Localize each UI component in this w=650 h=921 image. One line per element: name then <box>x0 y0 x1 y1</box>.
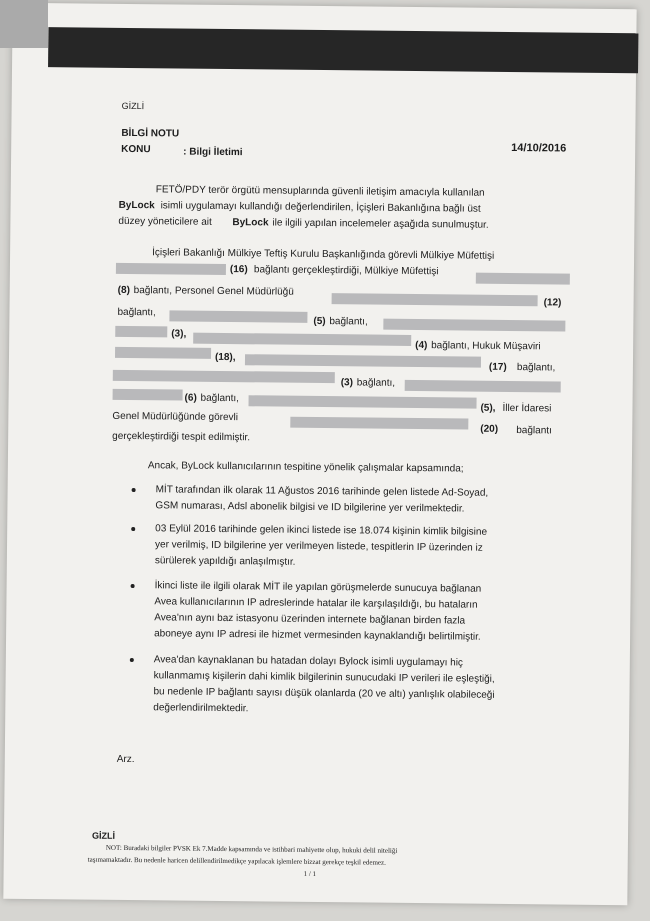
redaction <box>476 273 570 285</box>
bylock-term: ByLock <box>232 217 269 229</box>
footer-note-1: NOT: Buradaki bilgiler PVSK Ek 7.Madde kapsamında ve istihbari mahiyette olup, hukuki delil niteliği <box>105 843 398 855</box>
para3: Ancak, ByLock kullanıcılarının tespitine yönelik çalışmalar kapsamında; <box>147 460 464 475</box>
redaction <box>113 370 335 383</box>
document-date: 14/10/2016 <box>511 141 567 155</box>
para2-text: bağlantı gerçekleştirdiği, Mülkiye Müfettişi <box>253 264 439 278</box>
bullet-dot <box>132 488 136 492</box>
intro-line-2: isimli uygulamayı kullandığı değerlendirilen, İçişleri Bakanlığına bağlı üst <box>160 200 481 215</box>
bylock-term: ByLock <box>118 199 155 212</box>
redaction <box>169 310 307 322</box>
redaction <box>116 263 226 275</box>
intro-line-3b: ile ilgili yapılan incelemeler aşağıda sunulmuştur. <box>272 217 489 231</box>
count: (8) <box>117 284 130 297</box>
count: (20) <box>480 423 499 435</box>
bullet-3-line-4: aboneye aynı IP adresi ile hizmet vermesinden kaynaklandığı belirtilmiştir. <box>154 628 481 643</box>
count: (5) <box>313 315 326 328</box>
count: (3) <box>340 377 354 389</box>
bullet-1-line-1: MİT tarafından ilk olarak 11 Ağustos 2016 tarihinde gelen listede Ad-Soyad, <box>155 484 489 499</box>
redaction <box>115 347 211 359</box>
subject-value: : Bilgi İletimi <box>183 146 243 159</box>
bullet-4-line-1: Avea'dan kaynaklanan bu hatadan dolayı Bylock isimli uygulamayı hiç <box>153 654 464 669</box>
bullet-3-line-3: Avea'nın aynı baz istasyonu üzerinden internete bağlanan birden fazla <box>154 612 466 627</box>
redaction <box>113 389 183 401</box>
count: (18), <box>214 351 236 364</box>
intro-line-1: FETÖ/PDY terör örgütü mensuplarında güvenli iletişim amacıyla kullanılan <box>155 184 485 199</box>
para2-text: bağlantı, <box>200 392 240 405</box>
redaction <box>290 417 468 430</box>
redaction <box>193 333 411 346</box>
bullet-4-line-3: bu nedenle IP bağlantı sayısı düşük olanlarda (20 ve altı) yanlışlık olabileceği <box>153 686 495 701</box>
bullet-3-line-2: Avea kullanıcılarının IP adreslerinde hatalar ile karşılaşıldığı, bu hataların <box>154 596 478 611</box>
bullet-4-line-4: değerlendirilmektedir. <box>153 702 249 715</box>
count: (3), <box>171 328 187 340</box>
redaction <box>405 380 561 393</box>
para2-line-end: gerçekleştirdiği tespit edilmiştir. <box>112 430 251 444</box>
bullet-2-line-1: 03 Eylül 2016 tarihinde gelen ikinci listede ise 18.074 kişinin kimlik bilgisine <box>155 523 488 538</box>
count: (12) <box>543 297 562 309</box>
intro-line-3a: düzey yöneticilere ait <box>118 215 212 228</box>
para2-line-1: İçişleri Bakanlığı Mülkiye Teftiş Kurulu Başkanlığında görevli Mülkiye Müfettişi <box>152 247 495 262</box>
redaction <box>383 319 565 332</box>
classification-header: GİZLİ <box>121 100 145 112</box>
top-redaction-bar <box>48 27 638 73</box>
para2-text: bağlantı, <box>117 306 156 319</box>
redaction <box>248 395 476 408</box>
count: (4) <box>415 339 428 352</box>
para2-text: bağlantı, <box>329 316 368 328</box>
footer-note-2: taşımamaktadır. Bu nedenle haricen delillendirilmedikçe yapılacak işlemlere bizzat gerekçe teşkil edemez. <box>87 855 386 867</box>
bullet-3-line-1: İkinci liste ile ilgili olarak MİT ile yapılan görüşmelerde sunucuya bağlanan <box>154 580 482 595</box>
count: (5), <box>480 402 496 414</box>
redaction <box>115 326 167 338</box>
closing: Arz. <box>116 753 135 766</box>
page-number: 1 / 1 <box>303 869 317 878</box>
doc-type: BİLGİ NOTU <box>121 127 180 140</box>
para2-text: bağlantı <box>516 425 552 437</box>
corner-redaction <box>0 0 48 48</box>
bullet-dot <box>131 584 135 588</box>
bullet-dot <box>131 527 135 531</box>
redaction <box>332 293 538 306</box>
count: (17) <box>488 361 507 373</box>
count: (6) <box>184 392 197 404</box>
para2-text: İller İdaresi <box>502 402 552 415</box>
bullet-1-line-2: GSM numarası, Adsl abonelik bilgisi ve ID bilgilerine yer verilmektedir. <box>155 500 465 515</box>
para2-text: bağlantı, Hukuk Müşaviri <box>431 340 541 353</box>
bullet-2-line-2: yer verilmiş, ID bilgilerine yer verilmeyen listede, tespitlerin IP üzerinden iz <box>154 539 483 554</box>
para2-text: bağlantı, <box>516 362 556 374</box>
classification-footer: GİZLİ <box>91 830 116 841</box>
document-page <box>3 3 636 905</box>
para2-text: bağlantı, Personel Genel Müdürlüğü <box>133 285 294 298</box>
para2-text: bağlantı, <box>356 377 396 389</box>
count: (16) <box>229 264 248 276</box>
bullet-dot <box>130 658 134 662</box>
para2-text: Genel Müdürlüğünde görevli <box>112 410 239 424</box>
redaction <box>245 354 481 367</box>
bullet-2-line-3: sürülerek yapıldığı anlaşılmıştır. <box>154 555 296 568</box>
bullet-4-line-2: kullanmamış kişilerin dahi kimlik bilgilerinin sunucudaki IP verileri ile eşleştiği, <box>153 670 495 685</box>
subject-label: KONU <box>121 143 151 156</box>
